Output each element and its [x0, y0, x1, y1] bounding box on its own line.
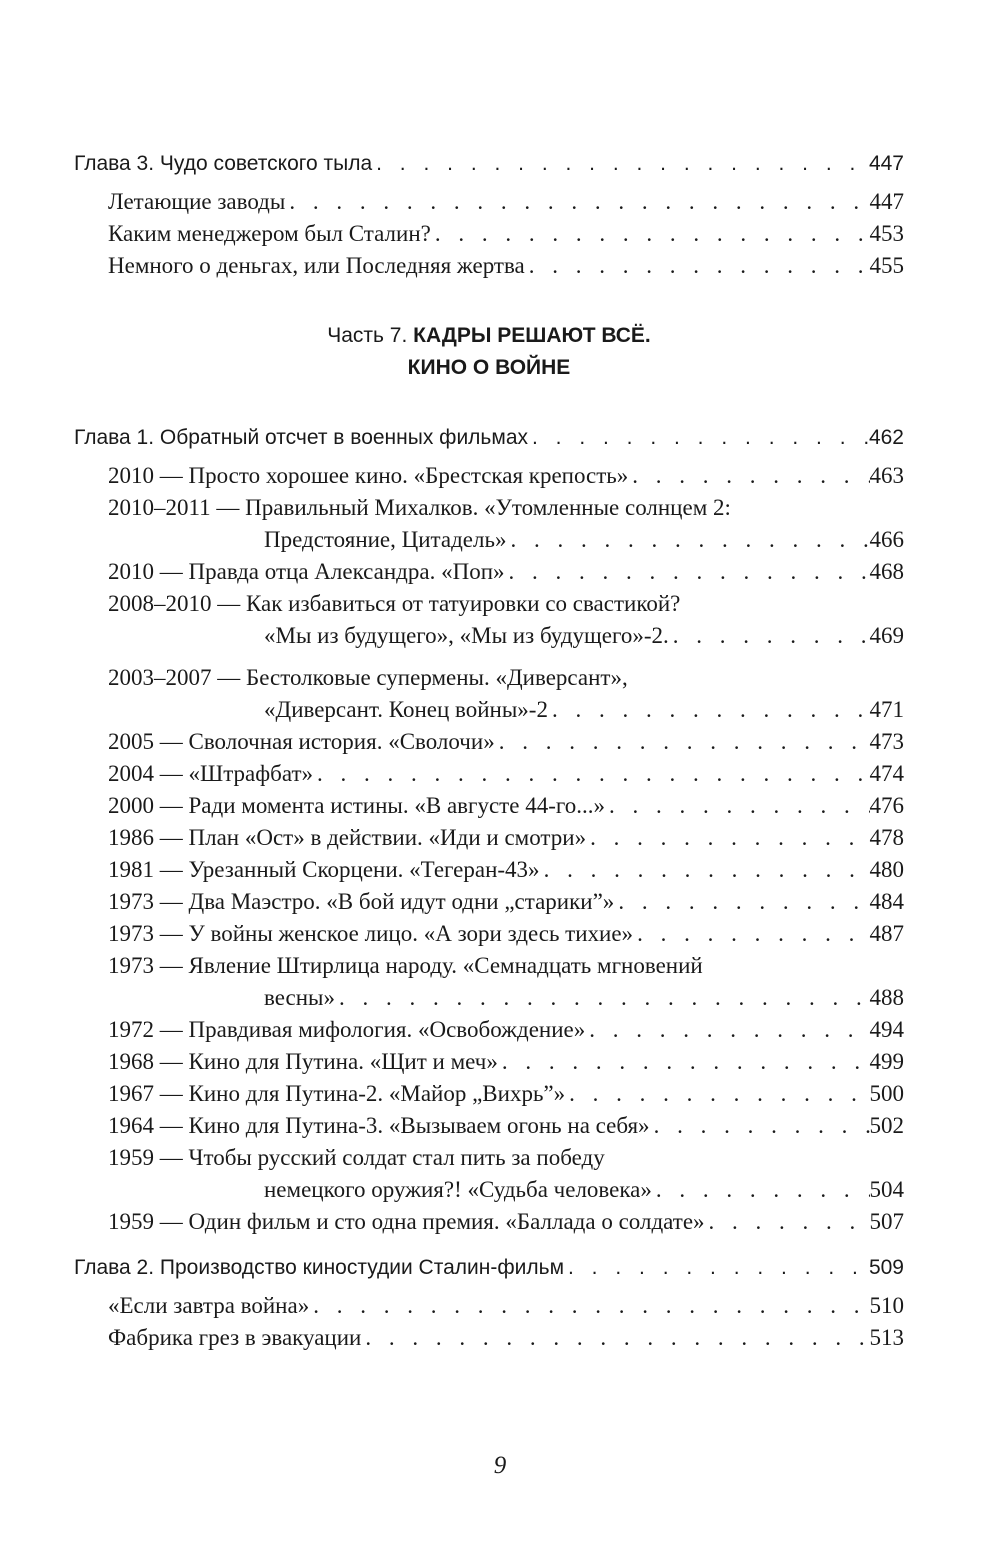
toc-page-number: 447: [868, 152, 904, 175]
toc-entry[interactable]: [74, 524, 904, 556]
leader-dots: [285, 186, 869, 218]
toc-entry-title: Предстояние, Цитадель»: [264, 527, 507, 552]
toc-page-number: 499: [869, 1049, 904, 1074]
toc-entry-title: 1959 — Чтобы русский солдат стал пить за победу: [108, 1145, 605, 1170]
toc-entry[interactable]: [74, 1110, 904, 1142]
toc-page-number: 510: [869, 1293, 904, 1318]
toc-page-number: 504: [869, 1177, 904, 1202]
leader-dots: [498, 1046, 870, 1078]
toc-page-number: 468: [869, 559, 904, 584]
toc-page-number: 447: [869, 189, 904, 214]
leader-dots: [525, 250, 870, 282]
toc-entry[interactable]: [74, 1290, 904, 1322]
leader-dots: [361, 1322, 869, 1354]
leader-dots: [335, 982, 870, 1014]
toc-page-number: 509: [868, 1256, 904, 1279]
toc-page-number: 474: [869, 761, 904, 786]
toc-entry[interactable]: [74, 822, 904, 854]
leader-dots: [505, 556, 870, 588]
leader-dots: [633, 918, 869, 950]
leader-dots: [540, 854, 870, 886]
toc-entry-title: Немного о деньгах, или Последняя жертва: [108, 253, 525, 278]
toc-page-number: 466: [869, 527, 904, 552]
leader-dots: [705, 1206, 870, 1238]
toc-entry-title: Летающие заводы: [108, 189, 286, 214]
part-label: Часть 7.: [327, 324, 408, 347]
toc-entry[interactable]: [74, 886, 904, 918]
toc-entry[interactable]: [74, 758, 904, 790]
toc-chapter-2[interactable]: [74, 1252, 904, 1284]
toc-entry-title: 1986 — План «Ост» в действии. «Иди и смотри»: [108, 825, 587, 850]
toc-entry[interactable]: [74, 556, 904, 588]
leader-dots: [565, 1078, 869, 1110]
toc-page-number: 471: [869, 697, 904, 722]
toc-entry-title: немецкого оружия?! «Судьба человека»: [264, 1177, 652, 1202]
toc-entry-title: «Если завтра война»: [108, 1293, 310, 1318]
toc-entry-title: 2008–2010 — Как избавиться от татуировки со свастикой?: [108, 591, 681, 616]
toc-entry[interactable]: [74, 854, 904, 886]
toc-entry-line: [74, 588, 904, 620]
toc-entry[interactable]: [74, 1078, 904, 1110]
leader-dots: [650, 1110, 870, 1142]
leader-dots: [431, 218, 870, 250]
toc-entry-title: 2010 — Правда отца Александра. «Поп»: [108, 559, 505, 584]
toc-page-number: 473: [869, 729, 904, 754]
toc-page-number: 488: [869, 985, 904, 1010]
part-heading: [74, 320, 904, 384]
toc-entry-title: 2000 — Ради момента истины. «В августе 44-го...»: [108, 793, 605, 818]
toc-entry[interactable]: [74, 1174, 904, 1206]
toc-entry-title: 1973 — Два Маэстро. «В бой идут одни „старики”»: [108, 889, 615, 914]
toc-entry[interactable]: [74, 1322, 904, 1354]
leader-dots: [586, 822, 869, 854]
toc-page-number: 469: [869, 623, 904, 648]
toc-chapter-title: Глава 3. Чудо советского тыла: [74, 152, 373, 175]
toc-entry-title: 1973 — У войны женское лицо. «А зори здесь тихие»: [108, 921, 634, 946]
leader-dots: [313, 758, 869, 790]
leader-dots: [628, 460, 869, 492]
toc-entry[interactable]: [74, 250, 904, 282]
toc-page-number: 480: [869, 857, 904, 882]
toc-entry[interactable]: [74, 726, 904, 758]
leader-dots: [548, 694, 870, 726]
leader-dots: [564, 1252, 869, 1284]
leader-dots: [372, 148, 869, 180]
toc-page-number: 476: [869, 793, 904, 818]
leader-dots: [528, 422, 869, 454]
toc-entry-title: 1972 — Правдивая мифология. «Освобождение»: [108, 1017, 586, 1042]
leader-dots: [309, 1290, 869, 1322]
toc-entry-title: 1959 — Один фильм и сто одна премия. «Баллада о солдате»: [108, 1209, 705, 1234]
toc-entry[interactable]: [74, 982, 904, 1014]
toc-chapter-3[interactable]: [74, 148, 904, 180]
toc-page-number: 462: [868, 426, 904, 449]
toc-entry-title: 1964 — Кино для Путина-3. «Вызываем огонь на себя»: [108, 1113, 650, 1138]
toc-page-number: 478: [869, 825, 904, 850]
toc-page-number: 507: [869, 1209, 904, 1234]
toc-entry-title: 2010–2011 — Правильный Михалков. «Утомленные солнцем 2:: [108, 495, 731, 520]
toc-entry-title: Фабрика грез в эвакуации: [108, 1325, 362, 1350]
leader-dots: [614, 886, 869, 918]
page-number: 9: [493, 1452, 507, 1479]
toc-entry-title: 1967 — Кино для Путина-2. «Майор „Вихрь”»: [108, 1081, 566, 1106]
leader-dots: [506, 524, 869, 556]
toc-entry-title: 2010 — Просто хорошее кино. «Брестская крепость»: [108, 463, 629, 488]
toc-page-number: 463: [869, 463, 904, 488]
toc-chapter-title: Глава 2. Производство киностудии Сталин-фильм: [74, 1256, 565, 1279]
leader-dots: [669, 620, 870, 652]
table-of-contents: [74, 148, 904, 1354]
toc-entry-title: 1981 — Урезанный Скорцени. «Тегеран-43»: [108, 857, 540, 882]
toc-entry-title: 1968 — Кино для Путина. «Щит и меч»: [108, 1049, 498, 1074]
toc-chapter-title: Глава 1. Обратный отсчет в военных фильмах: [74, 426, 528, 449]
toc-entry-title: 2004 — «Штрафбат»: [108, 761, 314, 786]
toc-entry-title: «Мы из будущего», «Мы из будущего»-2.: [264, 623, 669, 648]
toc-page-number: 513: [869, 1325, 904, 1350]
toc-entry-title: 2005 — Сволочная история. «Сволочи»: [108, 729, 495, 754]
leader-dots: [495, 726, 870, 758]
toc-page-number: 455: [869, 253, 904, 278]
toc-entry-line: [74, 1142, 904, 1174]
toc-page-number: 487: [869, 921, 904, 946]
part-title-line-1: КАДРЫ РЕШАЮТ ВСЁ.: [413, 324, 651, 347]
toc-entry-title: 2003–2007 — Бестолковые супермены. «Диверсант»,: [108, 665, 628, 690]
toc-entry[interactable]: [74, 790, 904, 822]
toc-entry-line: [74, 662, 904, 694]
toc-entry[interactable]: [74, 694, 904, 726]
toc-entry[interactable]: [74, 1046, 904, 1078]
part-title-line-2: КИНО О ВОЙНЕ: [407, 356, 571, 379]
toc-page-number: 494: [869, 1017, 904, 1042]
toc-page-number: 453: [869, 221, 904, 246]
toc-page-number: 484: [869, 889, 904, 914]
toc-entry[interactable]: [74, 460, 904, 492]
leader-dots: [652, 1174, 870, 1206]
film-list: [74, 460, 904, 1238]
toc-entry-title: Каким менеджером был Сталин?: [108, 221, 431, 246]
toc-page-number: 502: [869, 1113, 904, 1138]
toc-chapter-1[interactable]: [74, 422, 904, 454]
toc-entry-line: [74, 492, 904, 524]
toc-entry-title: «Диверсант. Конец войны»-2: [264, 697, 548, 722]
leader-dots: [605, 790, 870, 822]
toc-page-number: 500: [869, 1081, 904, 1106]
toc-entry[interactable]: [74, 918, 904, 950]
toc-entry[interactable]: [74, 1014, 904, 1046]
toc-entry-title: весны»: [264, 985, 335, 1010]
toc-entry-line: [74, 950, 904, 982]
toc-entry[interactable]: [74, 218, 904, 250]
toc-entry[interactable]: [74, 620, 904, 652]
toc-entry-title: 1973 — Явление Штирлица народу. «Семнадцать мгновений: [108, 953, 703, 978]
leader-dots: [585, 1014, 869, 1046]
toc-entry[interactable]: [74, 186, 904, 218]
toc-entry[interactable]: [74, 1206, 904, 1238]
